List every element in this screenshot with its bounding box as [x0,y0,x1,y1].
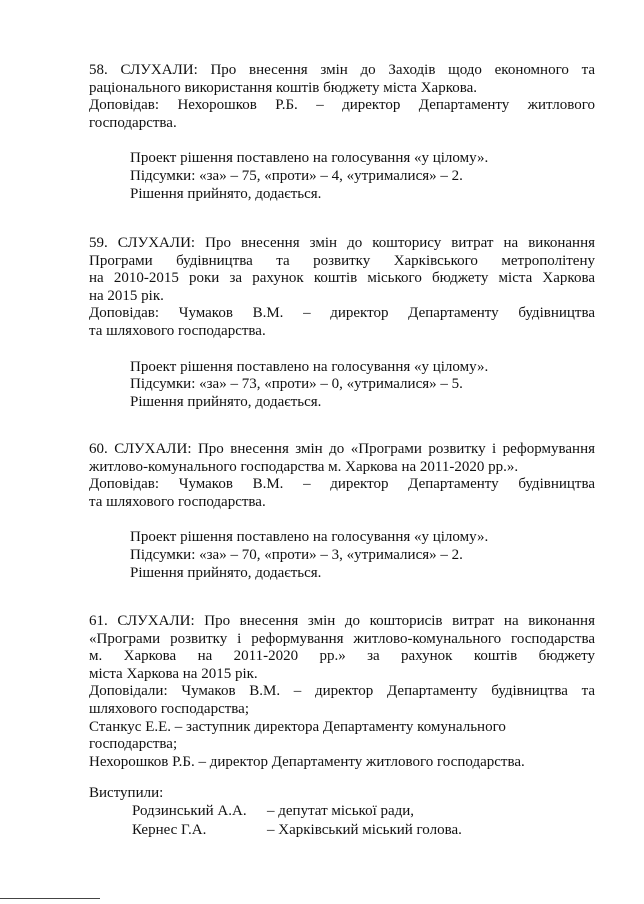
item-heading-line: 59. СЛУХАЛИ: Про внесення змін до кошторису витрат на виконання [89,235,595,251]
speaker-row [89,803,595,822]
item-heading-line: 61. СЛУХАЛИ: Про внесення змін до кошторисів витрат на виконання [89,613,595,629]
vote-line: Рішення прийнято, додається. [130,564,322,581]
speaker-role: – депутат міської ради, [267,802,415,819]
reporter-line: та шляхового господарства. [89,493,266,510]
reporter-line: та шляхового господарства. [89,322,266,339]
agenda-item-59 [89,235,595,411]
item-heading-line: «Програми розвитку і реформування житлово-комунального господарства [89,630,595,647]
vote-line: Проект рішення поставлено на голосування «у цілому». [130,529,489,546]
vote-line: Проект рішення поставлено на голосування «у цілому». [130,358,489,375]
vote-line: Рішення прийнято, додається. [130,393,322,410]
vote-result [130,359,595,412]
reporter-line: Станкус Е.Е. – заступник директора Департаменту комунального [89,718,506,735]
item-heading-line: Програми будівництва та розвитку Харківського метрополітену [89,252,595,269]
speakers-section [89,785,595,841]
vote-line: Підсумки: «за» – 73, «проти» – 0, «утрималися» – 5. [130,376,463,393]
speaker-name: Кернес Г.А. [132,821,207,838]
reporter-line: Доповідав: Чумаков В.М. – директор Департаменту будівництва [89,476,595,493]
reporter-line: господарства; [89,736,178,753]
reporter-line: Доповідав: Чумаков В.М. – директор Департаменту будівництва [89,305,595,322]
vote-result [130,150,595,203]
item-heading-line: житлово-комунального господарства м. Харкова на 2011-2020 рр.». [89,458,519,475]
agenda-item-58 [89,62,595,203]
speakers-label: Виступили: [89,785,164,801]
speaker-name: Родзинський А.А. [132,802,247,819]
footnote-divider [0,898,100,899]
agenda-item-61 [89,613,595,771]
reporter-line: Доповідав: Нехорошков Р.Б. – директор Департаменту житлового [89,97,595,114]
reporter-line: господарства. [89,114,177,131]
vote-line: Підсумки: «за» – 70, «проти» – 3, «утрималися» – 2. [130,546,463,563]
item-heading-line: міста Харкова на 2015 рік. [89,665,258,682]
item-heading-line: м. Харкова на 2011-2020 рр.» за рахунок коштів бюджету [89,648,595,665]
item-heading-line: 60. СЛУХАЛИ: Про внесення змін до «Програми розвитку і реформування [89,441,595,457]
speaker-role: – Харківський міський голова. [267,821,462,838]
item-heading-line: 58. СЛУХАЛИ: Про внесення змін до Заходів щодо економного та [89,62,595,78]
vote-result [130,529,595,582]
item-heading-line: на 2015 рік. [89,287,164,304]
agenda-item-60 [89,441,595,582]
reporter-line: Доповідали: Чумаков В.М. – директор Департаменту будівництва та [89,683,595,700]
reporter-line: шляхового господарства; [89,700,249,717]
item-heading-line: раціонального використання коштів бюджету міста Харкова. [89,79,478,96]
vote-line: Підсумки: «за» – 75, «проти» – 4, «утрималися» – 2. [130,167,463,184]
reporter-line: Нехорошков Р.Б. – директор Департаменту житлового господарства. [89,753,525,770]
item-heading-line: на 2010-2015 роки за рахунок коштів міського бюджету міста Харкова [89,270,595,287]
speaker-row [89,822,595,841]
vote-line: Проект рішення поставлено на голосування «у цілому». [130,150,489,167]
vote-line: Рішення прийнято, додається. [130,185,322,202]
